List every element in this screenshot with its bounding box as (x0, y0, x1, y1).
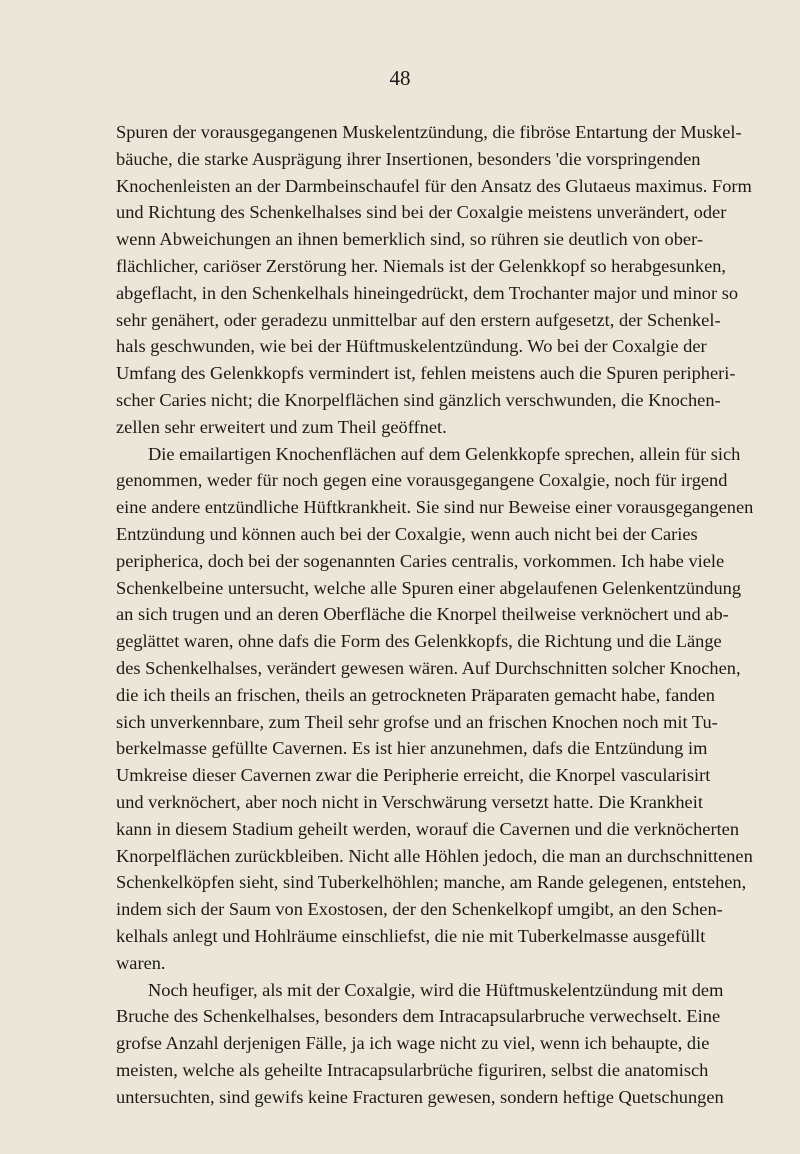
text-line: kann in diesem Stadium geheilt werden, worauf die Cavernen und die verknöcherten (116, 818, 740, 839)
text-line: die ich theils an frischen, theils an getrockneten Präparaten gemacht habe, fanden (116, 684, 715, 705)
text-line: Schenkelbeine untersucht, welche alle Spuren einer abgelaufenen Gelenkentzündung (116, 577, 742, 598)
page-number: 48 (389, 66, 411, 90)
text-line: geglättet waren, ohne dafs die Form des Gelenkkopfs, die Richtung und die Länge (116, 631, 722, 652)
text-line: Noch heufiger, als mit der Coxalgie, wird die Hüftmuskelentzündung mit dem (148, 979, 724, 1000)
text-line: Entzündung und können auch bei der Coxalgie, wenn auch nicht bei der Caries (116, 523, 698, 544)
text-line: Umkreise dieser Cavernen zwar die Peripherie erreicht, die Knorpel vascularisirt (116, 765, 711, 786)
text-line: des Schenkelhalses, verändert gewesen wären. Auf Durchschnitten solcher Knochen, (116, 657, 741, 678)
text-line: zellen sehr erweitert und zum Theil geöffnet. (116, 416, 447, 437)
text-line: meisten, welche als geheilte Intracapsularbrüche figuriren, selbst die anatomisch (116, 1059, 709, 1080)
text-line: Knochenleisten an der Darmbeinschaufel für den Ansatz des Glutaeus maximus. Form (116, 175, 752, 196)
text-line: abgeflacht, in den Schenkelhals hineingedrückt, dem Trochanter major und minor so (116, 282, 739, 303)
text-line: sich unverkennbare, zum Theil sehr grofse und an frischen Knochen noch mit Tu- (116, 711, 718, 732)
text-line: an sich trugen und an deren Oberfläche die Knorpel theilweise verknöchert und ab- (116, 604, 729, 625)
text-line: bäuche, die starke Ausprägung ihrer Insertionen, besonders 'die vorspringenden (116, 148, 701, 169)
text-line: flächlicher, cariöser Zerstörung her. Niemals ist der Gelenkkopf so herabgesunken, (116, 255, 727, 276)
text-line: Die emailartigen Knochenflächen auf dem Gelenkkopfe sprechen, allein für sich (148, 443, 741, 464)
text-line: Umfang des Gelenkkopfs vermindert ist, fehlen meistens auch die Spuren peripheri- (116, 363, 736, 384)
text-line: Schenkelköpfen sieht, sind Tuberkelhöhlen; manche, am Rande gelegenen, entstehen, (116, 872, 747, 893)
text-line: berkelmasse gefüllte Cavernen. Es ist hier anzunehmen, dafs die Entzündung im (116, 738, 708, 759)
text-line: und verknöchert, aber noch nicht in Verschwärung versetzt hatte. Die Krankheit (116, 791, 703, 812)
text-line: grofse Anzahl derjenigen Fälle, ja ich wage nicht zu viel, wenn ich behaupte, die (116, 1033, 710, 1054)
text-line: kelhals anlegt und Hohlräume einschliefst, die nie mit Tuberkelmasse ausgefüllt (116, 925, 706, 946)
text-line: hals geschwunden, wie bei der Hüftmuskelentzündung. Wo bei der Coxalgie der (116, 336, 707, 357)
text-line: genommen, weder für noch gegen eine vorausgegangene Coxalgie, noch für irgend (116, 470, 728, 491)
text-line: eine andere entzündliche Hüftkrankheit. Sie sind nur Beweise einer vorausgegangenen (116, 497, 754, 518)
text-line: und Richtung des Schenkelhalses sind bei der Coxalgie meistens unverändert, oder (116, 202, 727, 223)
text-line: wenn Abweichungen an ihnen bemerklich sind, so rühren sie deutlich von ober- (116, 229, 703, 250)
text-line: Spuren der vorausgegangenen Muskelentzündung, die fibröse Entartung der Muskel- (116, 122, 742, 142)
text-line: Bruche des Schenkelhalses, besonders dem Intracapsularbruche verwechselt. Eine (116, 1006, 721, 1027)
text-line: peripherica, doch bei der sogenannten Caries centralis, vorkommen. Ich habe viele (116, 550, 725, 571)
text-line: untersuchten, sind gewifs keine Fracturen gewesen, sondern heftige Quetschungen (116, 1086, 724, 1107)
body-text (116, 119, 754, 1110)
text-line: sehr genähert, oder geradezu unmittelbar auf den erstern aufgesetzt, der Schenkel- (116, 309, 721, 330)
text-line: Knorpelflächen zurückbleiben. Nicht alle Höhlen jedoch, die man an durchschnittenen (116, 845, 753, 866)
text-line: scher Caries nicht; die Knorpelflächen sind gänzlich verschwunden, die Knochen- (116, 389, 721, 410)
text-line: indem sich der Saum von Exostosen, der den Schenkelkopf umgibt, an den Schen- (116, 899, 723, 920)
text-line: waren. (116, 952, 166, 973)
